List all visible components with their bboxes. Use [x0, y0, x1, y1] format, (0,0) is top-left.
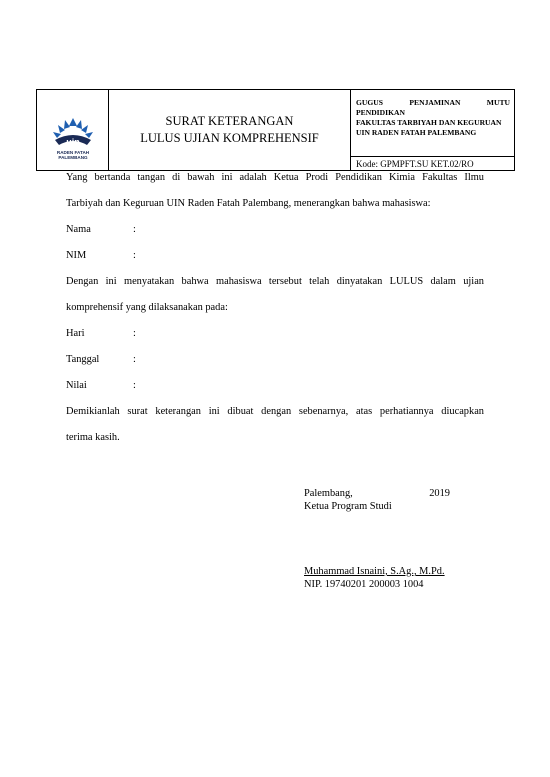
document-body	[66, 171, 484, 457]
field-sep: :	[133, 250, 136, 261]
field-tanggal	[66, 353, 484, 379]
signatory-nip: NIP. 19740201 200003 1004	[304, 579, 424, 590]
title-line-1: SURAT KETERANGAN	[165, 114, 294, 128]
org-line-3: UIN RADEN FATAH PALEMBANG	[356, 128, 477, 137]
field-label: NIM	[66, 250, 87, 261]
field-sep: :	[133, 328, 136, 339]
signature-place: Palembang,	[304, 488, 353, 499]
org-cell	[351, 90, 514, 170]
logo-caption-1: RADEN FATAH	[56, 150, 90, 155]
field-sep: :	[133, 354, 136, 365]
field-nilai	[66, 379, 484, 405]
field-label: Nilai	[66, 380, 87, 391]
closing-line-1: Demikianlah surat keterangan ini dibuat dengan sebenarnya, atas perhatiannya diucapkan	[66, 406, 484, 417]
closing-line-2: terima kasih.	[66, 432, 120, 443]
field-label: Hari	[66, 328, 85, 339]
uin-logo	[49, 112, 97, 160]
field-label: Tanggal	[66, 354, 100, 365]
signatory-block	[304, 565, 445, 591]
field-sep: :	[133, 224, 136, 235]
field-label: Nama	[66, 224, 91, 235]
statement-line-1: Dengan ini menyatakan bahwa mahasiswa tersebut telah dinyatakan LULUS dalam ujian	[66, 276, 484, 287]
field-hari	[66, 327, 484, 353]
logo-caption-2: PALEMBANG	[58, 155, 88, 160]
logo-mark: uin	[66, 137, 80, 147]
intro-line-1: Yang bertanda tangan di bawah ini adalah Ketua Prodi Pendidikan Kimia Fakultas Ilmu	[66, 172, 484, 183]
title-line-2: LULUS UJIAN KOMPREHENSIF	[140, 131, 319, 145]
field-sep: :	[133, 380, 136, 391]
signature-year: 2019	[429, 488, 450, 499]
document-header	[36, 89, 515, 171]
org-line-2: FAKULTAS TARBIYAH DAN KEGURUAN	[356, 118, 502, 127]
statement-line-2: komprehensif yang dilaksanakan pada:	[66, 302, 228, 313]
document-code: Kode: GPMPFT.SU KET.02/RO	[356, 159, 474, 169]
signature-block	[304, 487, 450, 513]
org-block	[351, 90, 514, 157]
field-nama	[66, 223, 484, 249]
intro-line-2: Tarbiyah dan Keguruan UIN Raden Fatah Palembang, menerangkan bahwa mahasiswa:	[66, 198, 431, 209]
document-title	[109, 90, 351, 170]
signatory-name: Muhammad Isnaini, S.Ag., M.Pd.	[304, 566, 445, 577]
logo-cell	[37, 90, 109, 170]
signature-place-date	[304, 487, 450, 500]
field-nim	[66, 249, 484, 275]
signature-role: Ketua Program Studi	[304, 501, 392, 512]
org-line-1: GUGUS PENJAMINAN MUTU PENDIDIKAN	[356, 98, 510, 117]
